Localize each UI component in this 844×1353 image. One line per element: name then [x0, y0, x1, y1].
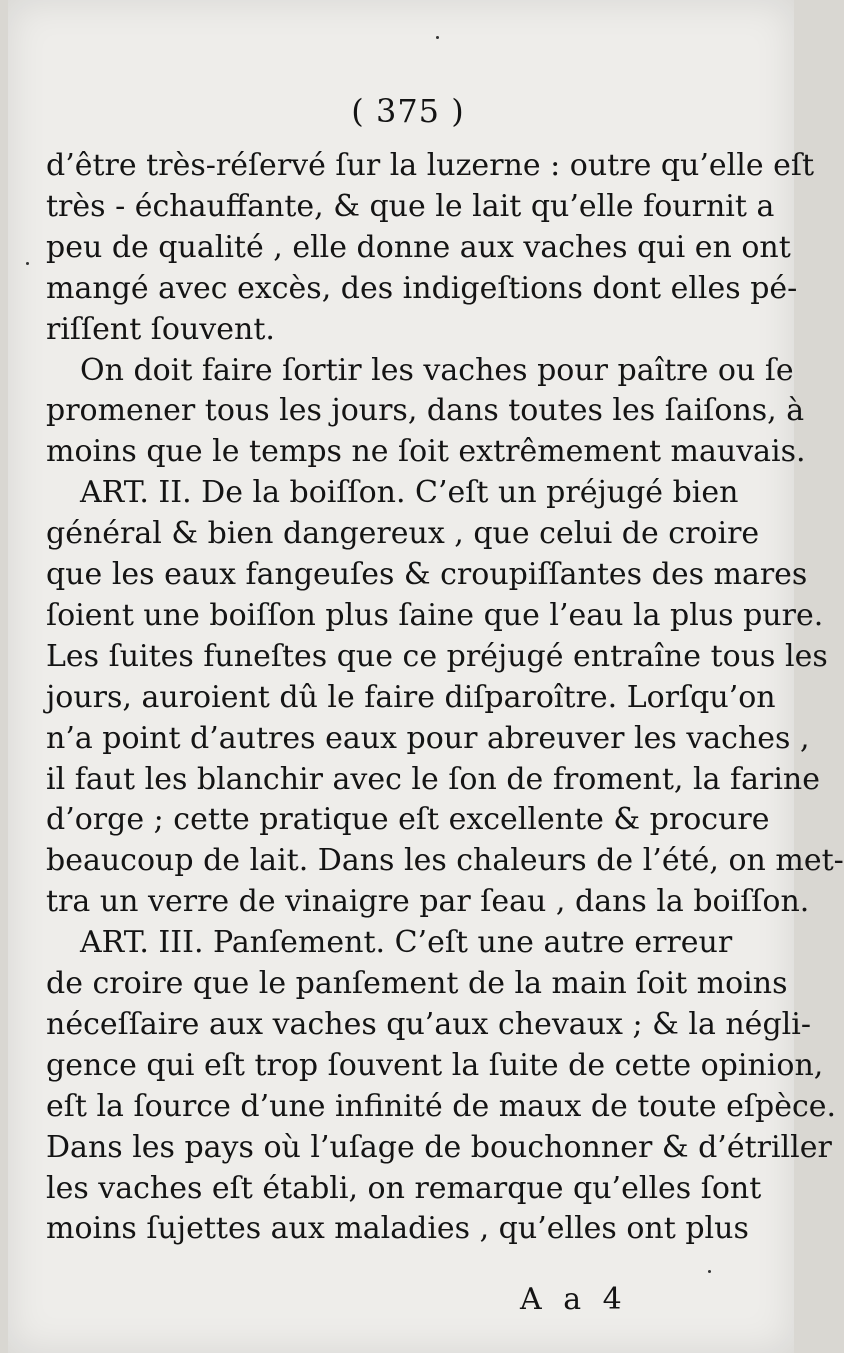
paper-speck — [436, 36, 439, 39]
text-line: de croire que le panſement de la main ſoit moins — [46, 966, 788, 1001]
text-line: riſſent ſouvent. — [46, 311, 275, 347]
text-line: Les ſuites funeſtes que ce préjugé entraîne tous les — [46, 638, 828, 674]
text-line: gence qui eſt trop ſouvent la ſuite de cette opinion, — [46, 1047, 824, 1083]
text-line: les vaches eſt établi, on remarque qu’elles ſont — [46, 1170, 762, 1206]
paper-speck — [708, 1270, 711, 1273]
paper-speck — [26, 262, 29, 265]
text-line: ART. III. Panſement. C’eſt une autre erreur — [80, 925, 733, 961]
text-line: néceſſaire aux vaches qu’aux chevaux ; & la négli- — [46, 1006, 811, 1042]
text-line: moins que le temps ne ſoit extrêmement mauvais. — [46, 434, 806, 470]
text-line: ART. II. De la boiſſon. C’eſt un préjugé bien — [80, 475, 739, 511]
page-number: ( 375 ) — [351, 92, 465, 130]
text-line: ſoient une boiſſon plus ſaine que l’eau la plus pure. — [46, 597, 824, 633]
text-line: promener tous les jours, dans toutes les ſaiſons, à — [46, 393, 805, 429]
text-line: peu de qualité , elle donne aux vaches qui en ont — [46, 229, 791, 265]
printer-signature: A a 4 — [520, 1282, 628, 1317]
text-line: beaucoup de lait. Dans les chaleurs de l’été, on met- — [46, 843, 844, 879]
text-line: très - échauffante, & que le lait qu’elle fournit a — [46, 188, 775, 224]
text-line: n’a point d’autres eaux pour abreuver les vaches , — [46, 720, 810, 756]
text-line: il faut les blanchir avec le ſon de froment, la farine — [46, 761, 821, 797]
text-line: que les eaux fangeuſes & croupiſſantes des mares — [46, 557, 808, 592]
text-line: jours, auroient dû le faire diſparoître. Lorſqu’on — [46, 679, 776, 715]
text-line: général & bien dangereux , que celui de croire — [46, 516, 760, 552]
text-line: Dans les pays où l’uſage de bouchonner & d’étriller — [46, 1129, 832, 1165]
text-line: tra un verre de vinaigre par ſeau , dans la boiſſon. — [46, 884, 810, 920]
text-line: eſt la ſource d’une infinité de maux de toute eſpèce. — [46, 1088, 837, 1124]
text-line: d’être très-réſervé ſur la luzerne : outre qu’elle eſt — [46, 148, 815, 183]
text-line: mangé avec excès, des indigeſtions dont elles pé- — [46, 270, 798, 306]
text-line: d’orge ; cette pratique eſt excellente & procure — [46, 802, 770, 838]
text-line: moins ſujettes aux maladies , qu’elles ont plus — [46, 1211, 749, 1247]
text-line: On doit faire ſortir les vaches pour paître ou ſe — [80, 352, 794, 388]
